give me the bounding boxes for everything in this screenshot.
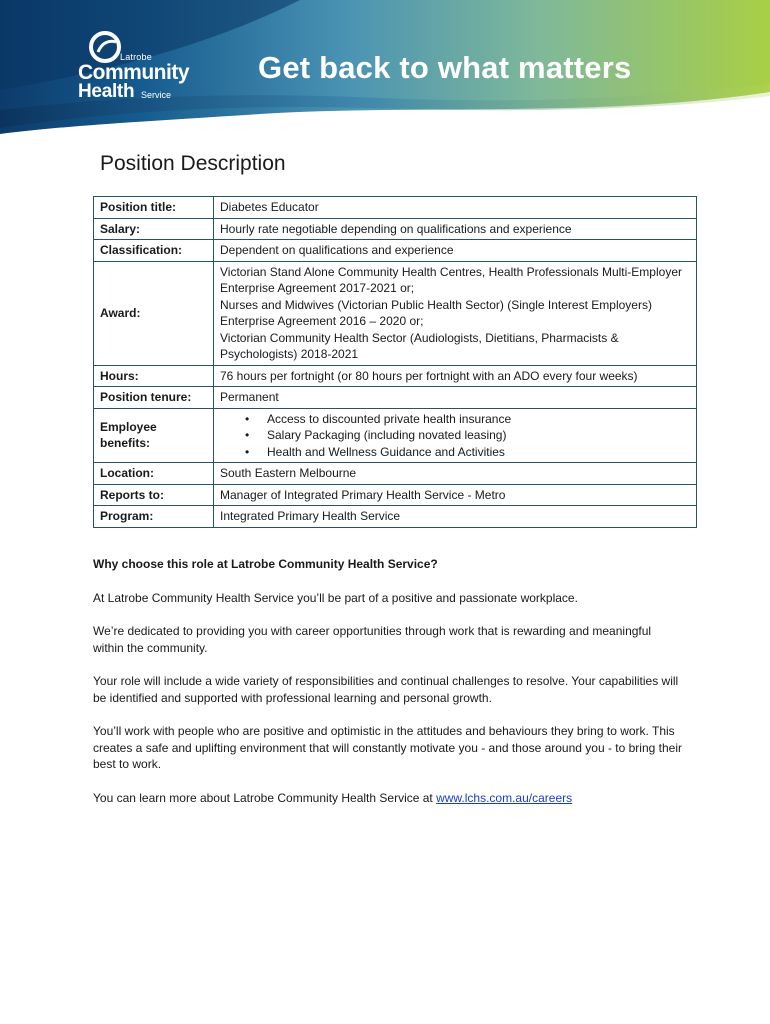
award-label: Award: (94, 261, 214, 365)
salary-value: Hourly rate negotiable depending on qualifications and experience (214, 218, 697, 240)
logo-small-text: Latrobe (120, 52, 152, 62)
award-line: Nurses and Midwives (Victorian Public Health Sector) (Single Interest Employers) Enterprise Agreement 2016 – 2020 or; (220, 297, 652, 328)
program-label: Program: (94, 506, 214, 528)
benefits-list (220, 411, 690, 461)
position-title-label: Position title: (94, 197, 214, 219)
lchs-logo (78, 30, 208, 105)
paragraph: We’re dedicated to providing you with career opportunities through work that is rewarding and meaningful within the community. (93, 624, 652, 655)
list-item: • Salary Packaging (including novated leasing) (267, 427, 690, 444)
hours-label: Hours: (94, 365, 214, 387)
award-line: Victorian Stand Alone Community Health Centres, Health Professionals Multi-Employer Enterprise Agreement 2017-2021 or; (220, 264, 682, 295)
careers-link[interactable]: www.lchs.com.au/careers (436, 790, 573, 805)
classification-label: Classification: (94, 240, 214, 262)
position-tenure-value: Permanent (214, 387, 697, 409)
learn-more-paragraph (93, 790, 683, 807)
reports-to-label: Reports to: (94, 484, 214, 506)
table-row (94, 218, 697, 240)
table-row (94, 387, 697, 409)
table-row (94, 240, 697, 262)
paragraph: Your role will include a wide variety of responsibilities and continual challenges to resolve. Your capabilities will be identified and supported with professional learning and personal growth. (93, 674, 679, 705)
location-label: Location: (94, 463, 214, 485)
table-row (94, 484, 697, 506)
salary-label: Salary: (94, 218, 214, 240)
role-description (93, 556, 683, 823)
employee-benefits-label: Employee benefits: (94, 408, 214, 463)
logo-swirl-icon (88, 30, 122, 64)
location-value: South Eastern Melbourne (214, 463, 697, 485)
hours-value: 76 hours per fortnight (or 80 hours per fortnight with an ADO every four weeks) (214, 365, 697, 387)
table-row (94, 408, 697, 463)
paragraph: At Latrobe Community Health Service you’ll be part of a positive and passionate workplace. (93, 590, 578, 605)
table-row (94, 365, 697, 387)
employee-benefits-value (214, 408, 697, 463)
paragraph: You’ll work with people who are positive and optimistic in the attitudes and behaviours they bring to work. This creates a safe and uplifting environment that will constantly motivate you - and those around you - to bring their best to work. (93, 724, 682, 771)
position-details-table (93, 196, 697, 528)
award-line: Victorian Community Health Sector (Audiologists, Dietitians, Pharmacists & Psychologists) 2018-2021 (220, 330, 619, 361)
position-tenure-label: Position tenure: (94, 387, 214, 409)
list-item: • Access to discounted private health insurance (267, 411, 690, 428)
learn-more-text: You can learn more about Latrobe Community Health Service at (93, 790, 437, 805)
logo-line1: Community (78, 61, 189, 84)
section-heading: Why choose this role at Latrobe Community Health Service? (93, 557, 438, 571)
program-value: Integrated Primary Health Service (214, 506, 697, 528)
logo-line2: Health (78, 81, 135, 102)
logo-line2-suffix: Service (141, 90, 172, 100)
table-row (94, 261, 697, 365)
table-row (94, 197, 697, 219)
classification-value: Dependent on qualifications and experience (214, 240, 697, 262)
banner-tagline: Get back to what matters (258, 50, 632, 85)
reports-to-value: Manager of Integrated Primary Health Service - Metro (214, 484, 697, 506)
table-row (94, 506, 697, 528)
page-title: Position Description (100, 152, 286, 175)
position-title-value: Diabetes Educator (214, 197, 697, 219)
list-item: • Health and Wellness Guidance and Activities (267, 444, 690, 461)
table-row (94, 463, 697, 485)
award-value (214, 261, 697, 365)
